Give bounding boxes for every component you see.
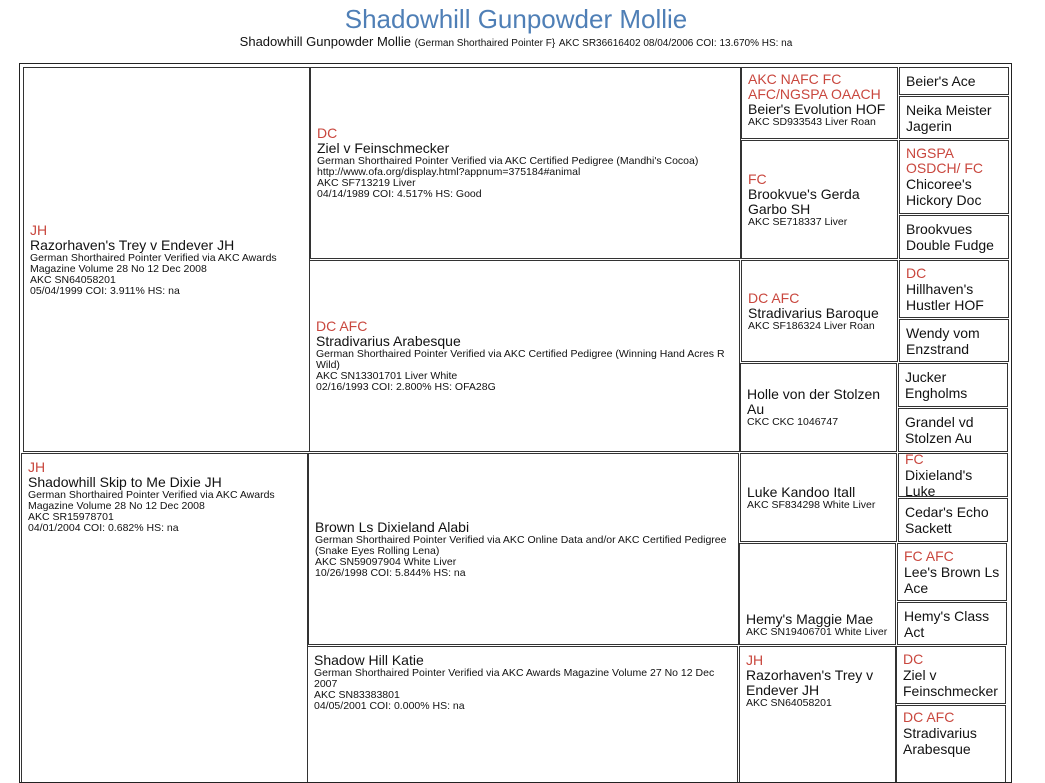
gen3-6-name: Hemy's Maggie Mae: [746, 611, 874, 627]
gen3-cell-2[interactable]: [741, 140, 898, 259]
sire-registration: AKC SN64058201: [30, 273, 116, 286]
gen4-6-name: Wendy vom Enzstrand: [906, 324, 980, 357]
gen4-5-name: Hillhaven's Hustler HOF: [906, 280, 984, 313]
gen3-3-registration: AKC SF186324 Liver Roan: [748, 319, 875, 332]
dam-name: Shadowhill Skip to Me Dixie JH: [28, 474, 222, 490]
gen4-8-name: Grandel vd Stolzen Au: [905, 414, 974, 446]
gen2-3-dob-coi: 10/26/1998 COI: 5.844% HS: na: [315, 566, 466, 579]
gen2-1-registration: AKC SF713219 Liver: [317, 177, 416, 189]
gen4-14-title: DC AFC: [903, 709, 955, 725]
gen4-14-name: Stradivarius Arabesque: [903, 725, 977, 757]
gen3-6-registration: AKC SN19406701 White Liver: [746, 626, 888, 638]
gen4-4-name: Brookvues Double Fudge: [906, 221, 994, 253]
gen2-4-dob-coi: 04/05/2001 COI: 0.000% HS: na: [314, 700, 465, 712]
gen4-9-title: FC: [905, 453, 924, 467]
gen4-cell-1[interactable]: [899, 67, 1009, 95]
gen3-cell-6[interactable]: [739, 543, 896, 645]
gen4-cell-6[interactable]: [899, 319, 1009, 362]
gen3-2-registration: AKC SE718337 Liver: [748, 215, 848, 228]
gen2-cell-1[interactable]: [310, 67, 741, 259]
gen4-cell-10[interactable]: [898, 498, 1008, 542]
gen4-11-name: Lee's Brown Ls Ace: [904, 563, 1000, 596]
gen3-7-name: Razorhaven's Trey v Endever JH: [746, 667, 874, 698]
gen4-9-name: Dixieland's Luke: [905, 466, 973, 497]
gen4-cell-5[interactable]: [899, 260, 1009, 318]
gen2-2-verification: German Shorthaired Pointer Verified via AKC Certified Pedigree (Winning Hand Acres R Wild): [316, 348, 725, 371]
page-subtitle: [0, 34, 1032, 49]
gen3-cell-1[interactable]: [741, 67, 898, 139]
gen4-cell-14[interactable]: [896, 705, 1006, 783]
gen2-2-registration: AKC SN13301701 Liver White: [316, 370, 458, 382]
gen4-cell-4[interactable]: [899, 215, 1009, 259]
gen2-4-verification: German Shorthaired Pointer Verified via AKC Awards Magazine Volume 27 No 12 Dec 2007: [314, 667, 715, 690]
gen2-1-title: DC: [317, 125, 338, 141]
gen2-cell-2[interactable]: [309, 260, 740, 452]
gen4-3-title: NGSPA OSDCH/ FC: [906, 145, 983, 176]
sire-cell[interactable]: [23, 67, 310, 452]
gen3-cell-7[interactable]: [739, 646, 896, 783]
gen3-cell-4[interactable]: [740, 363, 897, 452]
gen2-cell-4[interactable]: [307, 646, 738, 783]
gen4-cell-13[interactable]: [896, 646, 1006, 704]
pedigree-chart: [19, 63, 1012, 783]
gen2-3-verification: German Shorthaired Pointer Verified via AKC Online Data and/or AKC Certified Pedigree (Snake Eyes Rolling Lena): [315, 533, 727, 557]
gen2-3-name: Brown Ls Dixieland Alabi: [315, 518, 470, 535]
page-title: Shadowhill Gunpowder Mollie: [344, 4, 688, 34]
gen2-2-title: DC AFC: [316, 318, 368, 334]
gen3-5-registration: AKC SF834298 White Liver: [747, 498, 876, 511]
gen4-13-title: DC: [903, 650, 924, 667]
gen2-1-name: Ziel v Feinschmecker: [317, 140, 450, 156]
sire-title: JH: [30, 221, 48, 238]
gen2-3-registration: AKC SN59097904 White Liver: [315, 555, 457, 568]
gen4-1-name: Beier's Ace: [906, 73, 976, 89]
gen4-cell-11[interactable]: [897, 543, 1007, 601]
sire-name: Razorhaven's Trey v Endever JH: [30, 236, 235, 253]
subtitle-breed: (German Shorthaired Pointer F}: [414, 38, 556, 49]
gen3-1-name: Beier's Evolution HOF: [748, 101, 886, 117]
gen4-cell-12[interactable]: [897, 602, 1007, 645]
gen4-12-name: Hemy's Class Act: [904, 607, 990, 640]
gen2-2-dob-coi: 02/16/1993 COI: 2.800% HS: OFA28G: [316, 381, 496, 393]
gen2-1-dob-coi: 04/14/1989 COI: 4.517% HS: Good: [317, 188, 482, 200]
gen3-3-name: Stradivarius Baroque: [748, 304, 879, 321]
gen3-1-registration: AKC SD933543 Liver Roan: [748, 116, 876, 128]
gen4-7-name: Jucker Engholms: [905, 369, 968, 401]
gen4-cell-2[interactable]: [899, 96, 1009, 139]
dam-dob-coi: 04/01/2004 COI: 0.682% HS: na: [28, 522, 179, 534]
gen2-2-name: Stradivarius Arabesque: [316, 333, 461, 349]
gen3-1-title: AKC NAFC FC AFC/NGSPA OAACH: [748, 71, 881, 102]
gen4-cell-9[interactable]: [898, 453, 1008, 497]
gen4-cell-7[interactable]: [898, 363, 1008, 407]
gen3-4-registration: CKC CKC 1046747: [747, 416, 839, 428]
gen4-cell-3[interactable]: [899, 140, 1009, 214]
gen2-cell-3[interactable]: [308, 453, 739, 645]
gen3-cell-3[interactable]: [741, 260, 898, 362]
gen4-13-name: Ziel v Feinschmecker: [903, 666, 998, 699]
gen3-7-title: JH: [746, 652, 764, 668]
gen3-3-title: DC AFC: [748, 289, 800, 306]
dam-registration: AKC SR15978701: [28, 511, 114, 523]
gen2-4-name: Shadow Hill Katie: [314, 652, 424, 668]
gen3-2-title: FC: [748, 170, 767, 187]
dam-verification: German Shorthaired Pointer Verified via AKC Awards Magazine Volume 28 No 12 Dec 2008: [28, 489, 275, 512]
sire-dob-coi: 05/04/1999 COI: 3.911% HS: na: [30, 284, 180, 297]
sire-verification: German Shorthaired Pointer Verified via AKC Awards Magazine Volume 28 No 12 Dec 2008: [30, 251, 277, 275]
gen4-5-title: DC: [906, 264, 927, 281]
subtitle-registration: AKC SR36616402 08/04/2006 COI: 13.670% HS: na: [558, 38, 793, 49]
gen4-10-name: Cedar's Echo Sackett: [905, 504, 989, 536]
gen4-cell-8[interactable]: [898, 408, 1008, 452]
subtitle-name: Shadowhill Gunpowder Mollie: [239, 34, 411, 49]
gen2-1-verification: German Shorthaired Pointer Verified via AKC Certified Pedigree (Mandhi's Cocoa): [317, 155, 699, 167]
gen2-1-url: http://www.ofa.org/display.html?appnum=375184#animal: [317, 166, 581, 178]
dam-cell[interactable]: [21, 453, 308, 783]
gen2-4-registration: AKC SN83383801: [314, 689, 400, 701]
gen3-5-name: Luke Kandoo Itall: [747, 483, 856, 500]
gen4-2-name: Neika Meister Jagerin: [906, 101, 992, 134]
gen3-2-name: Brookvue's Gerda Garbo SH: [748, 185, 860, 217]
dam-title: JH: [28, 459, 46, 475]
gen4-3-name: Chicoree's Hickory Doc: [906, 176, 982, 208]
gen3-cell-5[interactable]: [740, 453, 897, 542]
gen3-7-registration: AKC SN64058201: [746, 697, 832, 709]
gen3-4-name: Holle von der Stolzen Au: [747, 386, 881, 417]
gen4-11-title: FC AFC: [904, 547, 954, 564]
